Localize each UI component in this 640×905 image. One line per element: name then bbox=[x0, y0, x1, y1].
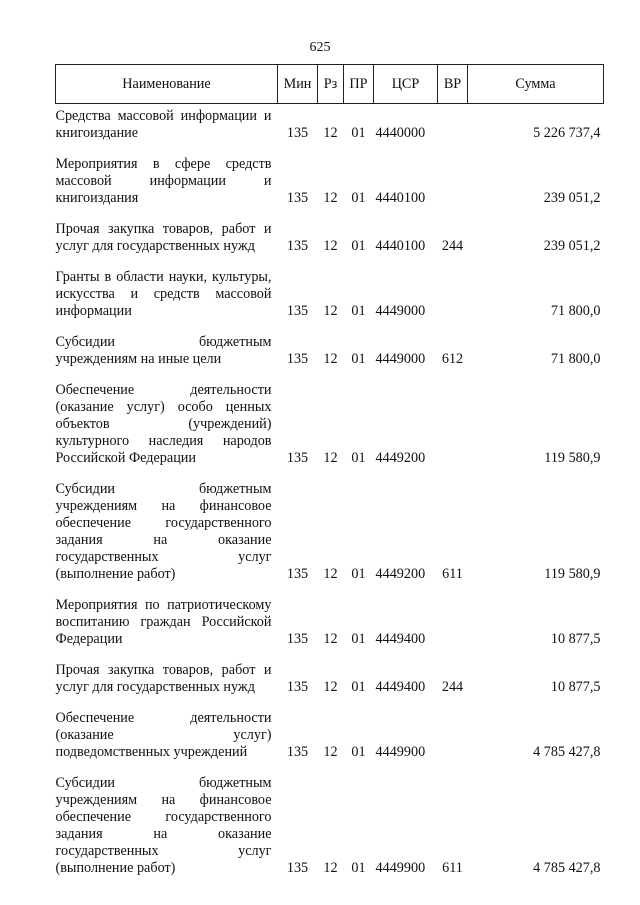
row-rz-cell: 12 bbox=[323, 238, 338, 254]
row-pr-cell: 01 bbox=[351, 351, 366, 367]
row-sum-cell: 10 877,5 bbox=[550, 679, 601, 695]
row-rz-cell: 12 bbox=[323, 125, 338, 141]
row-name-cell: Мероприятия в сфере средств массовой информации и книгоиздания bbox=[55, 156, 272, 206]
row-sum-cell: 239 051,2 bbox=[543, 190, 601, 206]
header-min: Мин bbox=[278, 65, 318, 104]
budget-table bbox=[55, 64, 604, 891]
row-min-cell: 135 bbox=[286, 238, 309, 254]
row-name-cell: Субсидии бюджетным учреждениям на иные цели bbox=[55, 334, 272, 367]
page-number: 625 bbox=[309, 40, 331, 55]
row-rz-cell: 12 bbox=[323, 450, 338, 466]
row-sum-cell: 119 580,9 bbox=[544, 450, 601, 466]
row-vr-cell bbox=[438, 597, 468, 662]
row-name-cell: Прочая закупка товаров, работ и услуг для государственных нужд bbox=[55, 662, 272, 695]
row-sum-cell: 119 580,9 bbox=[544, 566, 601, 582]
row-min-cell: 135 bbox=[286, 566, 309, 582]
header-pr: ПР bbox=[344, 65, 374, 104]
row-csr-cell: 4449400 bbox=[375, 679, 426, 695]
row-rz-cell: 12 bbox=[323, 303, 338, 319]
row-name-cell: Средства массовой информации и книгоиздание bbox=[55, 108, 272, 141]
row-min-cell: 135 bbox=[286, 190, 309, 206]
header-sum: Сумма bbox=[468, 65, 604, 104]
row-sum-cell: 239 051,2 bbox=[543, 238, 601, 254]
header-vr: ВР bbox=[438, 65, 468, 104]
row-rz-cell: 12 bbox=[323, 351, 338, 367]
row-sum-cell: 71 800,0 bbox=[550, 351, 601, 367]
row-min-cell: 135 bbox=[286, 631, 309, 647]
row-pr-cell: 01 bbox=[351, 125, 366, 141]
table-row bbox=[56, 775, 604, 891]
row-vr-cell bbox=[438, 156, 468, 221]
row-csr-cell: 4449400 bbox=[375, 631, 426, 647]
row-name-cell: Гранты в области науки, культуры, искусства и средств массовой информации bbox=[55, 269, 272, 319]
table-row bbox=[56, 156, 604, 221]
row-pr-cell: 01 bbox=[351, 744, 366, 760]
row-csr-cell: 4440100 bbox=[375, 190, 426, 206]
header-name: Наименование bbox=[56, 65, 278, 104]
row-min-cell: 135 bbox=[286, 744, 309, 760]
row-min-cell: 135 bbox=[286, 303, 309, 319]
row-rz-cell: 12 bbox=[323, 860, 338, 876]
table-row bbox=[56, 269, 604, 334]
row-vr-cell: 244 bbox=[441, 238, 464, 254]
row-pr-cell: 01 bbox=[351, 860, 366, 876]
table-row bbox=[56, 221, 604, 269]
row-pr-cell: 01 bbox=[351, 679, 366, 695]
row-vr-cell bbox=[438, 269, 468, 334]
row-sum-cell: 10 877,5 bbox=[550, 631, 601, 647]
table-body bbox=[56, 104, 604, 892]
row-vr-cell bbox=[438, 104, 468, 157]
table-row bbox=[56, 334, 604, 382]
row-vr-cell: 612 bbox=[441, 351, 464, 367]
row-pr-cell: 01 bbox=[351, 566, 366, 582]
row-name-cell: Прочая закупка товаров, работ и услуг для государственных нужд bbox=[55, 221, 272, 254]
table-row bbox=[56, 104, 604, 157]
row-rz-cell: 12 bbox=[323, 190, 338, 206]
header-csr: ЦСР bbox=[374, 65, 438, 104]
row-pr-cell: 01 bbox=[351, 238, 366, 254]
row-min-cell: 135 bbox=[286, 860, 309, 876]
row-rz-cell: 12 bbox=[323, 566, 338, 582]
table-header-row bbox=[56, 65, 604, 104]
row-vr-cell: 611 bbox=[442, 860, 463, 876]
row-rz-cell: 12 bbox=[323, 744, 338, 760]
row-sum-cell: 5 226 737,4 bbox=[533, 125, 601, 141]
row-csr-cell: 4449200 bbox=[375, 450, 426, 466]
row-name-cell: Субсидии бюджетным учреждениям на финансовое обеспечение государственного задания на оказание государственных услуг (выполнение работ) bbox=[55, 481, 272, 582]
table-row bbox=[56, 662, 604, 710]
row-name-cell: Обеспечение деятельности (оказание услуг) особо ценных объектов (учреждений) культурного наследия народов Российской Федерации bbox=[55, 382, 272, 466]
row-pr-cell: 01 bbox=[351, 190, 366, 206]
row-vr-cell bbox=[438, 382, 468, 481]
row-rz-cell: 12 bbox=[323, 631, 338, 647]
row-csr-cell: 4449900 bbox=[375, 860, 426, 876]
row-csr-cell: 4449000 bbox=[375, 351, 426, 367]
row-csr-cell: 4440100 bbox=[375, 238, 426, 254]
row-vr-cell: 244 bbox=[441, 679, 464, 695]
row-name-cell: Мероприятия по патриотическому воспитанию граждан Российской Федерации bbox=[55, 597, 272, 647]
row-name-cell: Обеспечение деятельности (оказание услуг) подведомственных учреждений bbox=[55, 710, 272, 760]
row-name-cell: Субсидии бюджетным учреждениям на финансовое обеспечение государственного задания на оказание государственных услуг (выполнение работ) bbox=[55, 775, 272, 876]
row-vr-cell bbox=[438, 710, 468, 775]
row-min-cell: 135 bbox=[286, 450, 309, 466]
table-row bbox=[56, 382, 604, 481]
row-sum-cell: 71 800,0 bbox=[550, 303, 601, 319]
row-sum-cell: 4 785 427,8 bbox=[533, 860, 601, 876]
table-row bbox=[56, 597, 604, 662]
row-csr-cell: 4449200 bbox=[375, 566, 426, 582]
header-rz: Рз bbox=[318, 65, 344, 104]
row-pr-cell: 01 bbox=[351, 631, 366, 647]
row-csr-cell: 4449000 bbox=[375, 303, 426, 319]
row-min-cell: 135 bbox=[286, 679, 309, 695]
table-row bbox=[56, 710, 604, 775]
row-pr-cell: 01 bbox=[351, 303, 366, 319]
row-rz-cell: 12 bbox=[323, 679, 338, 695]
row-min-cell: 135 bbox=[286, 125, 309, 141]
row-pr-cell: 01 bbox=[351, 450, 366, 466]
row-csr-cell: 4449900 bbox=[375, 744, 426, 760]
row-sum-cell: 4 785 427,8 bbox=[533, 744, 601, 760]
row-min-cell: 135 bbox=[286, 351, 309, 367]
table-row bbox=[56, 481, 604, 597]
row-csr-cell: 4440000 bbox=[375, 125, 426, 141]
row-vr-cell: 611 bbox=[442, 566, 463, 582]
